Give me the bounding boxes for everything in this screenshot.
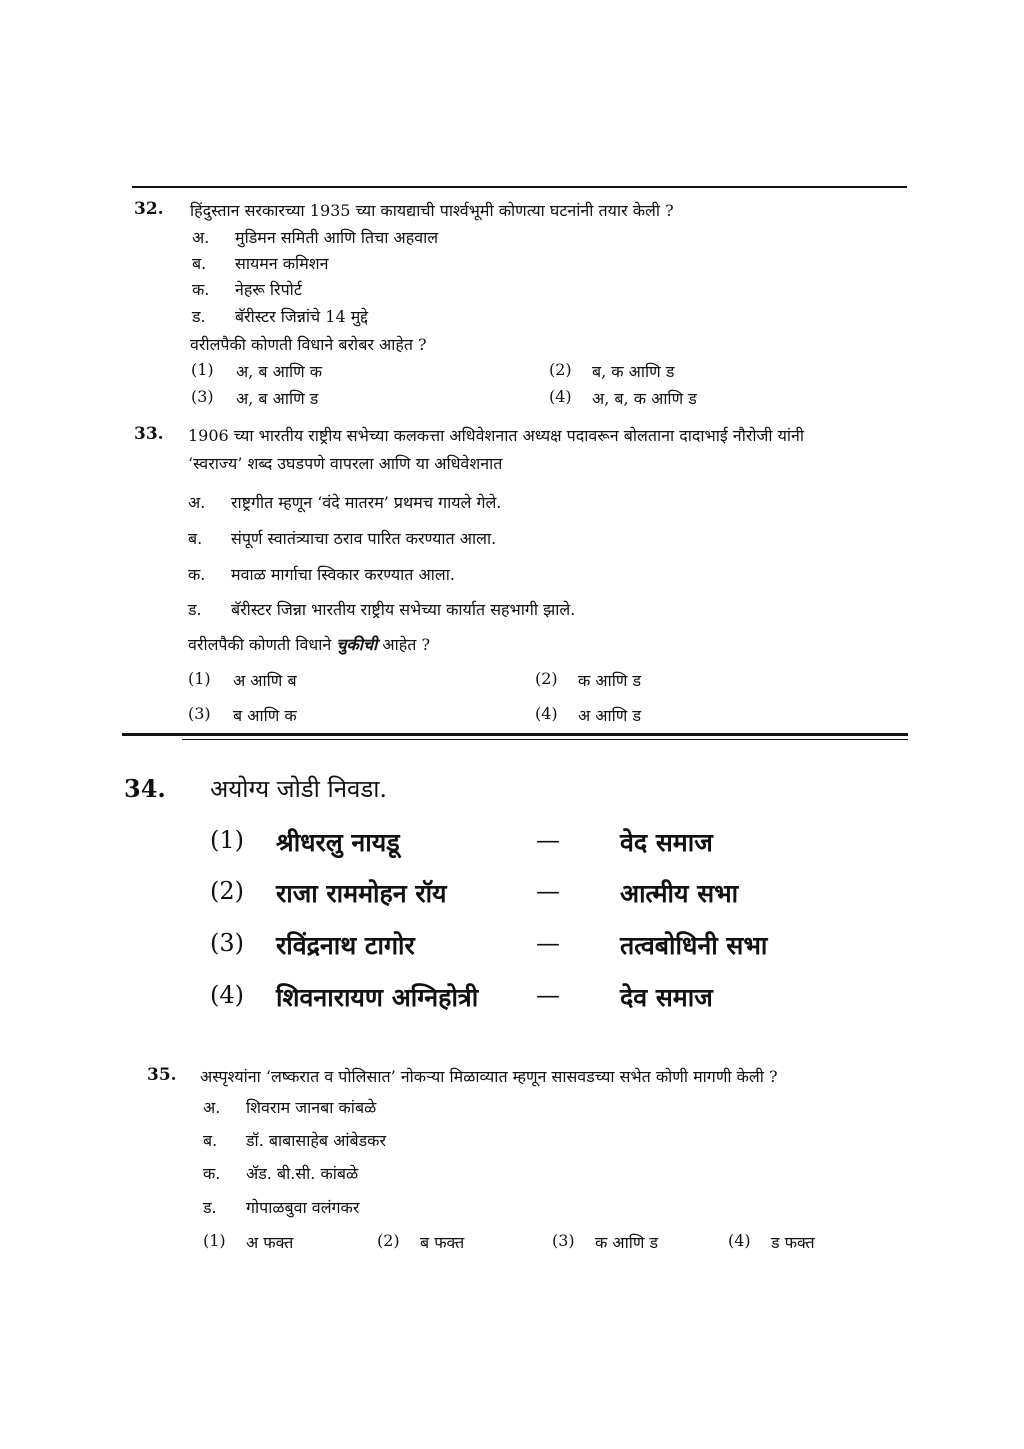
statement-text: राष्ट्रगीत म्हणून ‘वंदे मातरम’ प्रथमच गायले गेले. <box>231 493 502 512</box>
statement-label: ड. <box>203 1198 217 1217</box>
section-divider-thick <box>122 733 908 736</box>
option-number: (1) <box>203 1231 226 1250</box>
pair-person: राजा राममोहन रॉय <box>276 879 447 908</box>
option-text: अ, ब आणि ड <box>236 389 319 408</box>
option-number: (4) <box>549 387 572 406</box>
option-text: अ, ब आणि क <box>236 362 323 381</box>
pair-person: रविंद्रनाथ टागोर <box>276 931 415 960</box>
statement-label: ड. <box>188 600 202 619</box>
question-prompt: वरीलपैकी कोणती विधाने बरोबर आहेत ? <box>190 335 427 354</box>
statement-text: मवाळ मार्गाचा स्विकार करण्यात आला. <box>231 565 455 584</box>
prompt-text: वरीलपैकी कोणती विधाने <box>188 635 332 654</box>
pair-organization: देव समाज <box>620 983 713 1012</box>
statement-label: अ. <box>188 493 206 512</box>
pair-dash: — <box>536 929 560 957</box>
statement-text: सायमन कमिशन <box>235 254 329 273</box>
pair-dash: — <box>536 826 560 854</box>
prompt-emphasis: चुकीची <box>336 635 378 654</box>
option-number: (2) <box>377 1231 400 1250</box>
option-number: (2) <box>549 360 572 379</box>
statement-label: क. <box>188 565 206 584</box>
option-number: (3) <box>188 704 211 723</box>
question-text: हिंदुस्तान सरकारच्या 1935 च्या कायद्याची पार्श्वभूमी कोणत्या घटनांनी तयार केली ? <box>190 201 674 220</box>
question-number: 34. <box>124 774 166 803</box>
option-number: (4) <box>728 1231 751 1250</box>
pair-number: (2) <box>210 877 244 905</box>
option-number: (1) <box>188 669 211 688</box>
pair-dash: — <box>536 877 560 905</box>
option-text: अ फक्त <box>246 1233 294 1252</box>
option-text: ब आणि क <box>233 706 297 725</box>
option-text: क आणि ड <box>578 671 642 690</box>
option-text: ड फक्त <box>771 1233 815 1252</box>
statement-text: गोपाळबुवा वलंगकर <box>246 1198 360 1217</box>
statement-text: संपूर्ण स्वातंत्र्याचा ठराव पारित करण्यात आला. <box>231 529 497 548</box>
option-text: अ आणि ब <box>233 671 297 690</box>
option-text: क आणि ड <box>595 1233 659 1252</box>
pair-organization: वेद समाज <box>620 828 713 857</box>
question-text-line-1: 1906 च्या भारतीय राष्ट्रीय सभेच्या कलकत्ता अधिवेशनात अध्यक्ष पदावरून बोलताना दादाभाई नौरोजी यांनी <box>188 426 805 445</box>
statement-label: क. <box>203 1164 221 1183</box>
statement-text: ॲड. बी.सी. कांबळे <box>246 1164 359 1183</box>
question-text-line-2: ‘स्वराज्य’ शब्द उघडपणे वापरला आणि या अधिवेशनात <box>188 454 503 473</box>
statement-text: नेहरू रिपोर्ट <box>235 280 302 299</box>
option-text: अ आणि ड <box>578 706 642 725</box>
pair-organization: आत्मीय सभा <box>620 879 739 908</box>
pair-person: श्रीधरलु नायडू <box>276 828 400 857</box>
pair-number: (3) <box>210 929 244 957</box>
pair-organization: तत्वबोधिनी सभा <box>620 931 768 960</box>
section-divider-thin <box>182 739 908 740</box>
option-text: ब फक्त <box>420 1233 465 1252</box>
question-number: 33. <box>134 424 164 444</box>
statement-label: अ. <box>203 1098 221 1117</box>
pair-person: शिवनारायण अग्निहोत्री <box>276 983 479 1012</box>
pair-number: (1) <box>210 826 244 854</box>
statement-label: ड. <box>192 307 206 326</box>
question-number: 35. <box>147 1065 177 1085</box>
statement-label: ब. <box>192 254 207 273</box>
question-text: अयोग्य जोडी निवडा. <box>210 775 388 803</box>
pair-dash: — <box>536 981 560 1009</box>
option-number: (1) <box>191 360 214 379</box>
option-number: (4) <box>535 704 558 723</box>
statement-text: शिवराम जानबा कांबळे <box>246 1098 377 1117</box>
question-prompt <box>188 633 430 655</box>
statement-text: मुडिमन समिती आणि तिचा अहवाल <box>235 228 439 247</box>
statement-text: बॅरीस्टर जिन्ना भारतीय राष्ट्रीय सभेच्या कार्यात सहभागी झाले. <box>231 600 576 619</box>
statement-label: अ. <box>192 228 210 247</box>
option-number: (3) <box>552 1231 575 1250</box>
statement-label: क. <box>192 280 210 299</box>
prompt-suffix: आहेत ? <box>382 635 431 654</box>
option-text: अ, ब, क आणि ड <box>592 389 697 408</box>
top-rule <box>132 186 907 188</box>
pair-number: (4) <box>210 981 244 1009</box>
question-text: अस्पृश्यांना ‘लष्करात व पोलिसात’ नोकऱ्या मिळाव्यात म्हणून सासवडच्या सभेत कोणी मागणी केली ? <box>200 1067 778 1086</box>
question-number: 32. <box>134 199 164 219</box>
option-number: (3) <box>191 387 214 406</box>
statement-label: ब. <box>188 529 203 548</box>
statement-text: डॉ. बाबासाहेब आंबेडकर <box>246 1131 386 1150</box>
statement-text: बॅरीस्टर जिन्नांचे 14 मुद्दे <box>235 307 369 326</box>
option-text: ब, क आणि ड <box>592 362 675 381</box>
statement-label: ब. <box>203 1131 218 1150</box>
option-number: (2) <box>535 669 558 688</box>
